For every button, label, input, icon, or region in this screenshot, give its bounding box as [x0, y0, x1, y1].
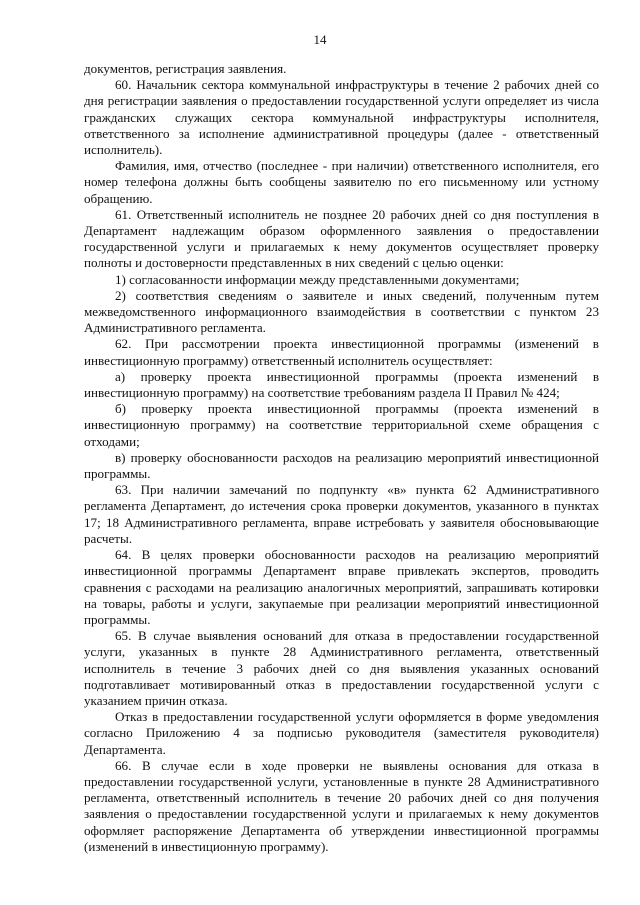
paragraph-66: 66. В случае если в ходе проверки не выявлены основания для отказа в предоставлении государственной услуги, установленные в пункте 28 Административного регламента, ответственный исполнитель в течение 20 рабочих дней со дня получения заявления о предоставлении государственной услуги и прилагаемых к нему документов оформляет распоряжение Департамента об утверждении инвестиционной программы (изменений в инвестиционную программу).	[84, 757, 599, 854]
document-body	[84, 61, 599, 855]
paragraph-60-contact: Фамилия, имя, отчество (последнее - при наличии) ответственного исполнителя, его номер телефона должны быть сообщены заявителю по его письменному или устному обращению.	[84, 158, 599, 206]
paragraph-62-item-v: в) проверку обоснованности расходов на реализацию мероприятий инвестиционной программы.	[84, 449, 599, 482]
paragraph-continuation: документов, регистрация заявления.	[84, 61, 287, 76]
paragraph-64: 64. В целях проверки обоснованности расходов на реализацию мероприятий инвестиционной программы Департамент вправе привлекать экспертов, проводить сравнения с расходами на реализацию аналогичных мероприятий, запрашивать котировки на товары, работы и услуги, закупаемые при реализации мероприятий инвестиционной программы.	[84, 547, 599, 627]
page-number: 14	[313, 32, 327, 47]
paragraph-61-item-2: 2) соответствия сведениям о заявителе и иных сведений, полученным путем межведомственного информационного взаимодействия в соответствии с пунктом 23 Административного регламента.	[84, 287, 599, 336]
paragraph-65: 65. В случае выявления оснований для отказа в предоставлении государственной услуги, указанных в пункте 28 Административного регламента, ответственный исполнитель в течение 3 рабочих дней со дня выявления указанных оснований подготавливает мотивированный отказ в предоставлении государственной услуги с указанием причин отказа.	[84, 628, 599, 708]
paragraph-65-refusal: Отказ в предоставлении государственной услуги оформляется в форме уведомления согласно Приложению 4 за подписью руководителя (заместителя руководителя) Департамента.	[84, 709, 599, 757]
paragraph-63: 63. При наличии замечаний по подпункту «в» пункта 62 Административного регламента Департамент, до истечения срока проверки документов, указанного в пунктах 17; 18 Административного регламента, вправе истребовать у заявителя обосновывающие расчеты.	[84, 482, 599, 546]
paragraph-62: 62. При рассмотрении проекта инвестиционной программы (изменений в инвестиционную программу) ответственный исполнитель осуществляет:	[84, 336, 599, 368]
paragraph-62-item-a: а) проверку проекта инвестиционной программы (проекта изменений в инвестиционную программу) на соответствие требованиям раздела II Правил № 424;	[84, 368, 599, 401]
paragraph-61-item-1: 1) согласованности информации между представленными документами;	[115, 271, 520, 287]
paragraph-62-item-b: б) проверку проекта инвестиционной программы (проекта изменений в инвестиционную программу) на соответствие территориальной схеме обращения с отходами;	[84, 401, 599, 449]
paragraph-60: 60. Начальник сектора коммунальной инфраструктуры в течение 2 рабочих дней со дня регистрации заявления о предоставлении государственной услуги определяет из числа гражданских служащих сектора коммунальной инфраструктуры исполнителя, ответственного за исполнение административной процедуры (далее - ответственный исполнитель).	[84, 77, 599, 158]
paragraph-61: 61. Ответственный исполнитель не позднее 20 рабочих дней со дня поступления в Департамент надлежащим образом оформленного заявления о предоставлении государственной услуги и прилагаемых к нему документов осуществляет проверку полноты и достоверности представленных в них сведений с целью оценки:	[84, 206, 599, 271]
